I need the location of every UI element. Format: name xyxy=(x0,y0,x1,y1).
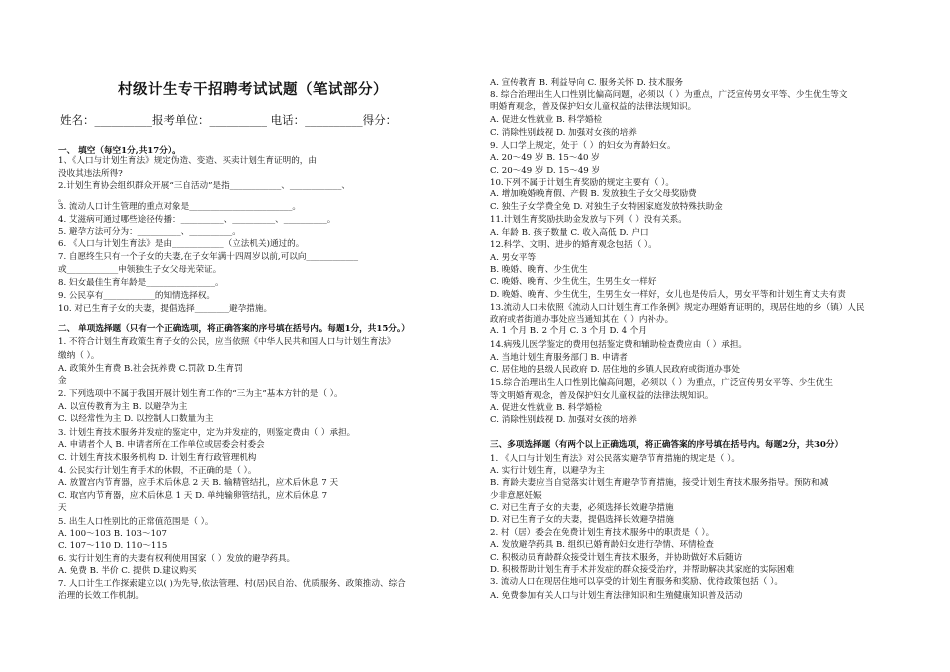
text-line: A. 男女平等 xyxy=(490,253,537,263)
text-line: 明婚育观念，普及保护妇女儿童权益的法律法规知识。 xyxy=(490,102,697,112)
text-line: 10.下列不属于计划生育奖励的规定主要有（ ）。 xyxy=(490,178,674,188)
text-line: 9. 公民享有____________的知情选择权。 xyxy=(58,291,216,301)
text-line: C. 积极动员育龄群众接受计划生育技术服务，并协助做好术后随访 xyxy=(490,553,743,563)
text-line: 金 xyxy=(58,376,67,386)
text-line: A. 免费 B. 半价 C. 提供 D.建议购买 xyxy=(58,566,197,576)
text-line: A. 发放避孕药具 B. 组织已婚育龄妇女进行孕情、环情检查 xyxy=(490,540,714,550)
text-line: 1. 不符合计划生育政策生育子女的公民，应当依照《中华人民共和国人口与计划生育法》 xyxy=(58,337,396,347)
text-line: 三、多项选择题（有两个以上正确选项，将正确答案的序号填在括号内。每题2分，共30分） xyxy=(490,440,844,450)
text-line: A. 放置宫内节育器，应手术后休息 2 天 B. 输精管结扎，应术后休息 7 天 xyxy=(58,478,339,488)
text-line: 治理的长效工作机制。 xyxy=(58,591,144,601)
text-line: 2.计划生育协会组织群众开展“三自活动”是指____________、____________、 xyxy=(58,181,350,191)
text-line: 4. 艾滋病可通过哪些途径传播：__________、__________、__________。 xyxy=(58,215,336,225)
text-line: C. 对已生育子女的夫妻，必须选择长效避孕措施 xyxy=(490,503,674,513)
text-line: A. 20～49 岁 B. 15～40 岁 xyxy=(490,153,600,163)
text-line: B. 育龄夫妻应当自觉落实计划生育避孕节育措施，接受计划生育技术服务指导。预防和减 xyxy=(490,478,829,488)
text-line: C. 晚婚、晚育、少生优生，生男生女一样好 xyxy=(490,277,657,287)
left-column xyxy=(0,0,470,672)
text-line: D. 对已生育子女的夫妻，提倡选择长效避孕措施 xyxy=(490,515,674,525)
text-line: A. 当地计划生育服务部门 B. 申请者 xyxy=(490,353,628,363)
text-line: C. 取宫内节育器，应术后休息 1 天 D. 单纯输卵管结扎，应术后休息 7 xyxy=(58,491,328,501)
text-line: A. 以宣传教育为主 B. 以避孕为主 xyxy=(58,402,188,412)
text-line: A. 申请者个人 B. 申请者所在工作单位或居委会村委会 xyxy=(58,440,265,450)
text-line: 3. 计划生育技术服务并发症的鉴定中，定为并发症的，则鉴定费由（ ）承担。 xyxy=(58,428,356,438)
candidate-info-line: 姓名：__________报考单位：__________ 电话：__________得分： xyxy=(60,113,398,127)
text-line: 。 xyxy=(58,194,67,204)
text-line: A. 政策外生育费 B.社会抚养费 C.罚款 D.生育罚 xyxy=(58,364,243,374)
text-line: A. 100～103 B. 103～107 xyxy=(58,529,167,539)
text-line: C. 107～110 D. 110～115 xyxy=(58,541,168,551)
text-line: 或____________申领独生子女父母光荣证。 xyxy=(58,265,222,275)
text-line: 3. 流动人口在现居住地可以享受的计划生育服务和奖励、优待政策包括（ ）。 xyxy=(490,577,783,587)
text-line: A. 免费参加有关人口与计划生育法律知识和生殖健康知识普及活动 xyxy=(490,591,743,601)
text-line: A. 促进女性就业 B. 科学婚检 xyxy=(490,403,603,413)
text-line: C. 计划生育技术服务机构 D. 计划生育行政管理机构 xyxy=(58,453,257,463)
text-line: 5. 出生人口性别比的正常值范围是（ ）。 xyxy=(58,517,214,527)
text-line: A. 1 个月 B. 2 个月 C. 3 个月 D. 4 个月 xyxy=(490,326,647,336)
text-line: A. 宣传教育 B. 利益导向 C. 服务关怀 D. 技术服务 xyxy=(490,78,683,88)
text-line: 少非意愿妊娠 xyxy=(490,491,542,501)
text-line: B. 晚婚、晚育、少生优生 xyxy=(490,265,588,275)
page-title: 村级计生专干招聘考试试题（笔试部分） xyxy=(118,81,388,98)
text-line: 政府或者街道办事处应当通知其在（ ）内补办。 xyxy=(490,315,674,325)
text-line: A. 增加晚婚晚育假、产假 B. 发放独生子女父母奖励费 xyxy=(490,189,697,199)
text-line: 9. 人口学上规定，处于（ ）的妇女为育龄妇女。 xyxy=(490,141,676,151)
text-line: 14.病残儿医学鉴定的费用包括鉴定费和辅助检查费应由（ ）承担。 xyxy=(490,340,748,350)
text-line: D. 积极帮助计划生育手术并发症的群众接受治疗，并帮助解决其家庭的实际困难 xyxy=(490,565,795,575)
text-line: 2. 下列选项中不属于我国开展计划生育工作的“三为主”基本方针的是（ ）。 xyxy=(58,389,343,399)
text-line: A. 实行计划生育，以避孕为主 xyxy=(490,466,605,476)
text-line: 4. 公民实行计划生育手术的休假，不正确的是（ ）。 xyxy=(58,466,257,476)
text-line: 3. 流动人口计生管理的重点对象是________________________。 xyxy=(58,202,301,212)
text-line: 10. 对已生育子女的夫妻，提倡选择________避孕措施。 xyxy=(58,304,273,314)
text-line: 6. 《人口与计划生育法》是由____________（立法机关)通过的。 xyxy=(58,239,305,249)
text-line: 8. 综合治理出生人口性别比偏高问题，必须以（ ）为重点，广泛宣传男女平等、少生优生等文 xyxy=(490,90,848,100)
text-line: 6. 实行计划生育的夫妻有权利使用国家（ ）发放的避孕药具。 xyxy=(58,554,296,564)
text-line: 缴纳（ ）。 xyxy=(58,351,100,361)
text-line: 二、 单项选择题（只有一个正确选项，将正确答案的序号填在括号内。每题1分，共15分。） xyxy=(58,324,410,334)
text-line: C. 消除性别歧视 D. 加强对女孩的培养 xyxy=(490,415,637,425)
text-line: C. 独生子女学费全免 D. 对独生子女特困家庭发放特殊扶助金 xyxy=(490,202,723,212)
text-line: 2. 村（居）委会在免费计划生育技术服务中的职责是（ ）。 xyxy=(490,528,715,538)
text-line: 7. 自愿终生只有一个子女的夫妻,在子女年满十四周岁以前,可以向____________ xyxy=(58,252,358,262)
text-line: D. 晚婚、晚育、少生优生，生男生女一样好，女儿也是传后人，男女平等和计划生育丈夫有责 xyxy=(490,290,846,300)
right-column xyxy=(478,0,950,672)
text-line: 等文明婚育观念，普及保护妇女儿童权益的法律法规知识。 xyxy=(490,391,714,401)
text-line: C. 消除性别歧视 D. 加强对女孩的培养 xyxy=(490,128,637,138)
text-line: 5. 避孕方法可分为：__________、__________。 xyxy=(58,227,241,237)
text-line: C. 20～49 岁 D. 15～49 岁 xyxy=(490,166,601,176)
text-line: 天 xyxy=(58,503,67,513)
text-line: 1. 《人口与计划生育法》对公民落实避孕节育措施的规定是（ ）。 xyxy=(490,454,740,464)
text-line: 15.综合治理出生人口性别比偏高问题，必须以（ ）为重点，广泛宣传男女平等、少生优生 xyxy=(490,378,833,388)
text-line: 1、《人口与计划生育法》规定伪造、变造、买卖计划生育证明的，由 xyxy=(58,156,317,166)
text-line: 一、 填空（每空1分,共17分）。 xyxy=(58,146,181,156)
text-line: 8. 妇女最佳生育年龄是________________。 xyxy=(58,278,224,288)
text-line: 7. 人口计生工作探索建立以( )为先导,依法管理、村(居)民自治、优质服务、政策推动、综合 xyxy=(58,579,406,589)
text-line: 没收其违法所得? xyxy=(58,169,123,179)
text-line: 12.科学、文明、进步的婚育观念包括（ ）。 xyxy=(490,240,657,250)
text-line: C. 居住地的县级人民政府 D. 居住地的乡镇人民政府或街道办事处 xyxy=(490,365,740,375)
text-line: C. 以经常性为主 D. 以控制人口数量为主 xyxy=(58,414,214,424)
text-line: 11.计划生育奖励扶助金发放与下列（ ）没有关系。 xyxy=(490,215,687,225)
text-line: A. 年龄 B. 孩子数量 C. 收入高低 D. 户口 xyxy=(490,228,649,238)
text-line: 13.流动人口未依照《流动人口计划生育工作条例》规定办理婚育证明的，现居住地的乡（镇）人民 xyxy=(490,303,865,313)
text-line: A. 促进女性就业 B. 科学婚检 xyxy=(490,115,603,125)
